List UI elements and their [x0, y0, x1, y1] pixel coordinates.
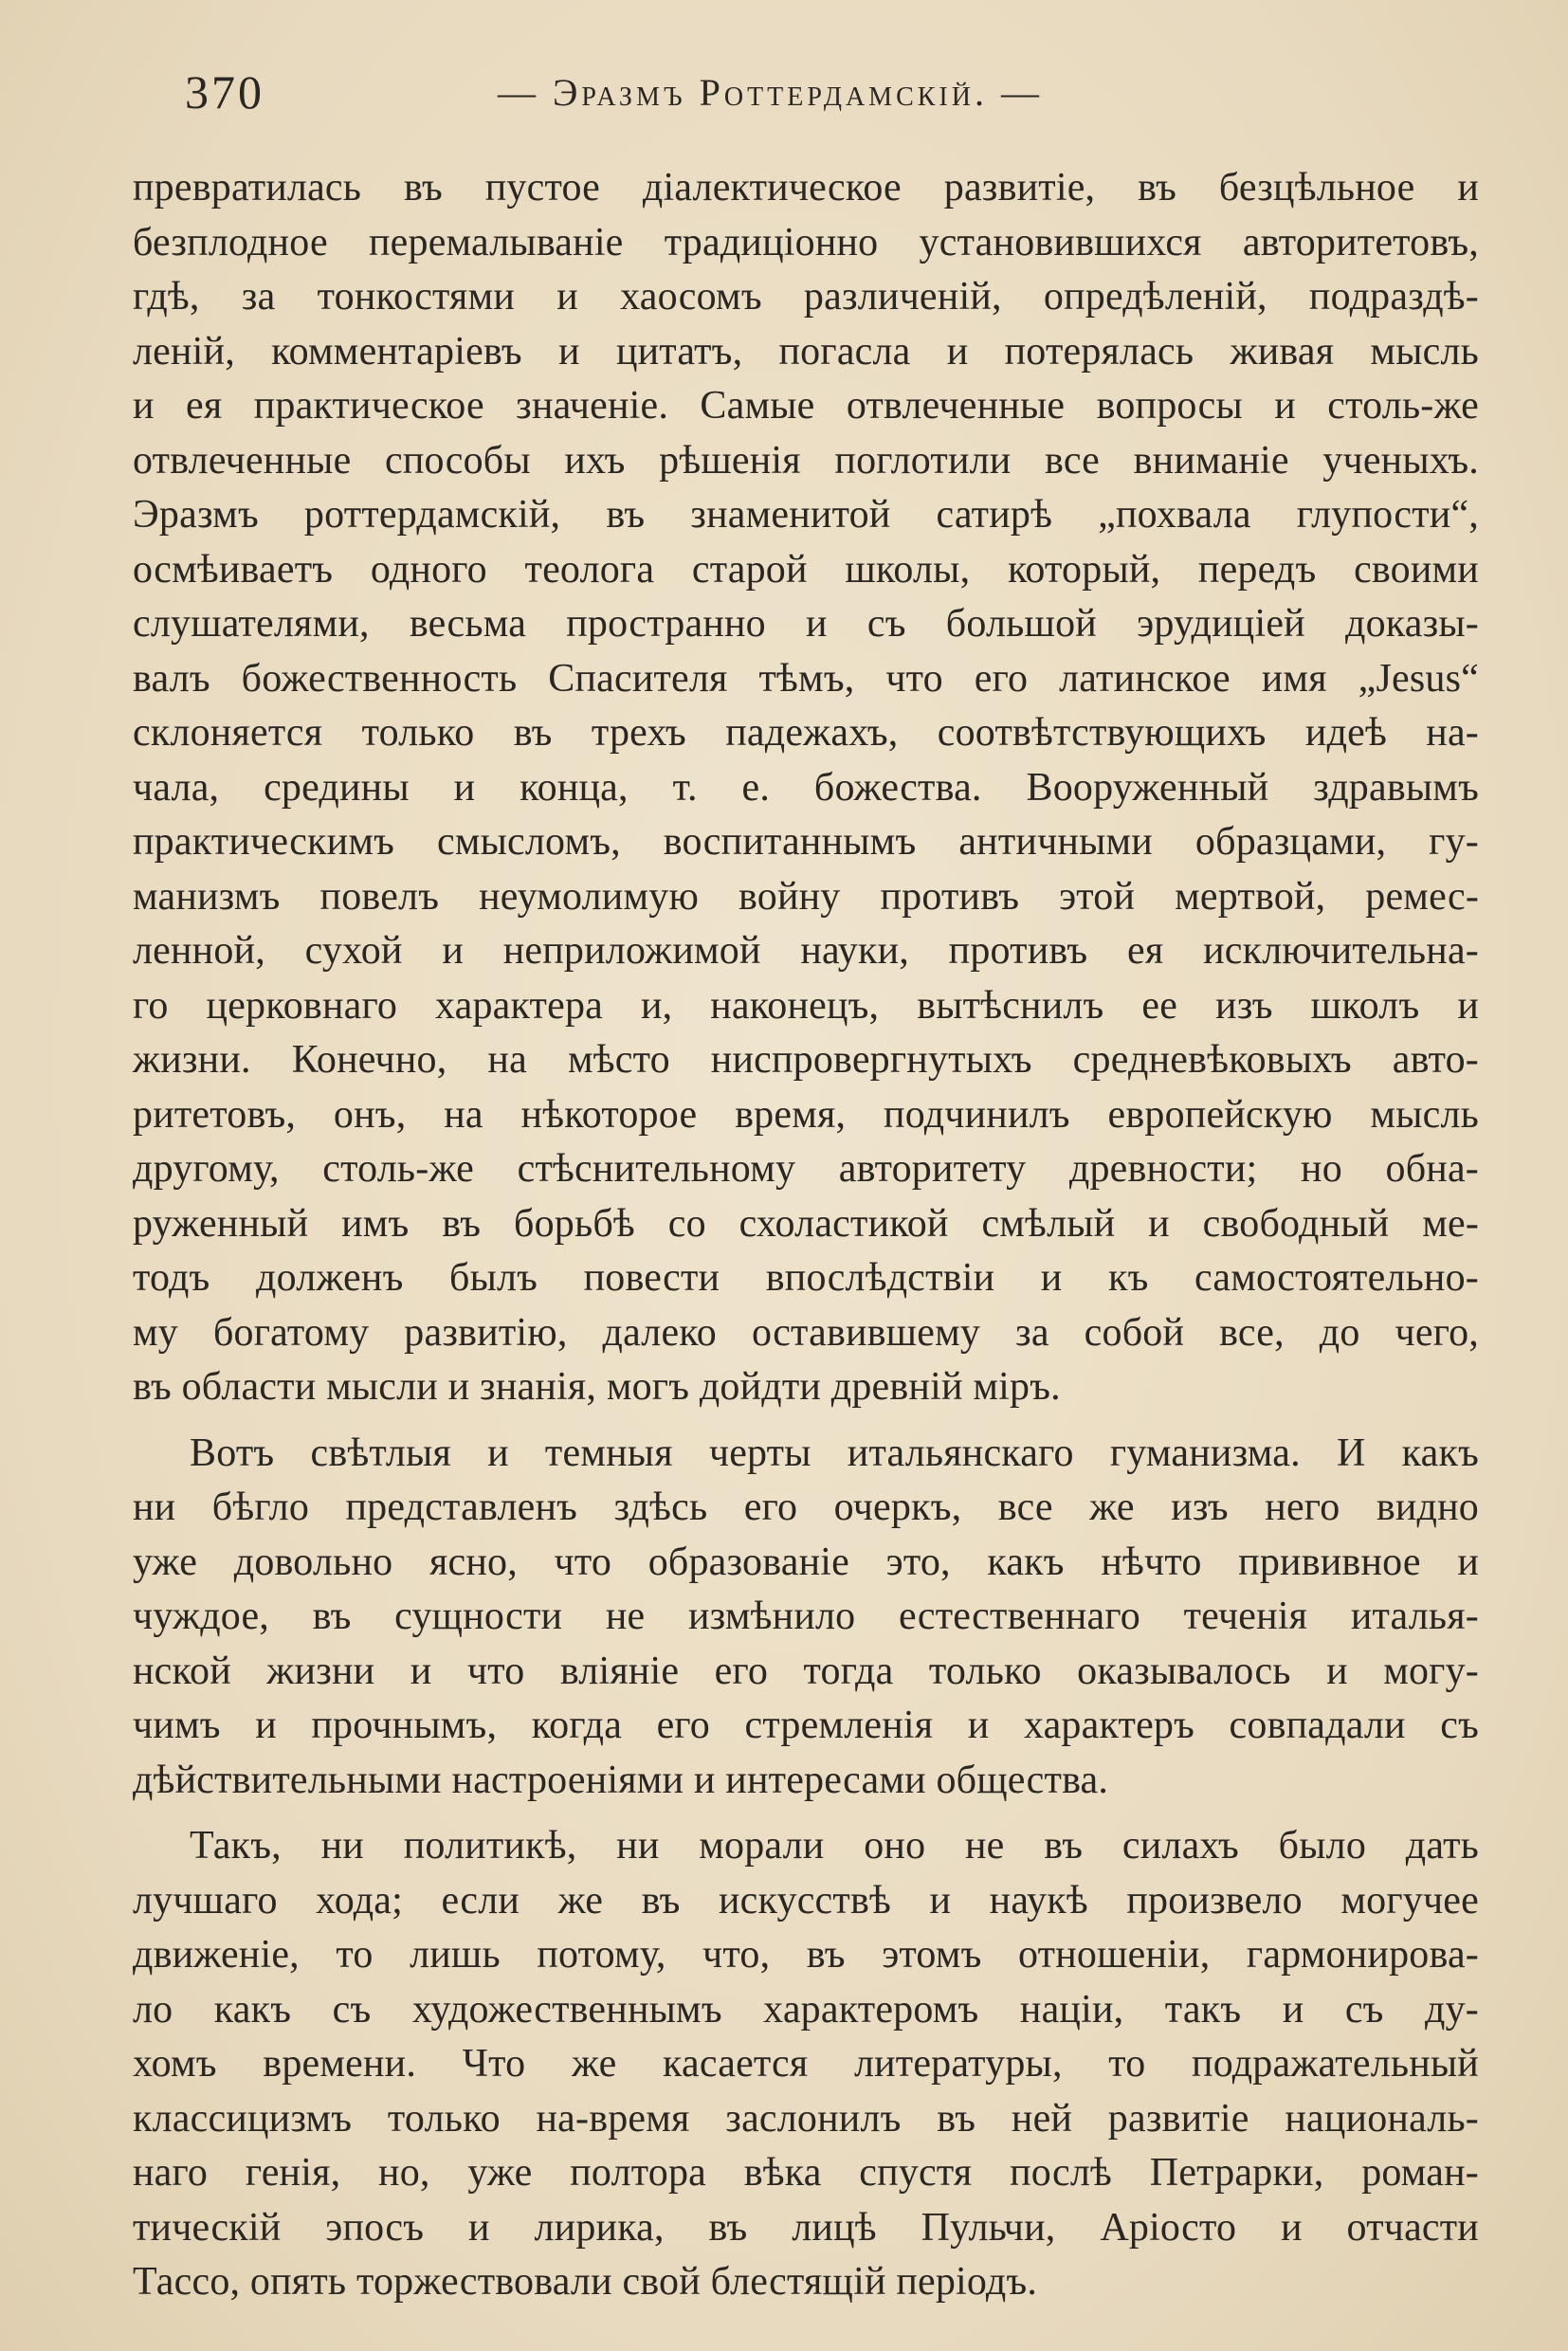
text-line: другому, столь-же стѣснительному авторитету древности; но обна- [133, 1147, 1479, 1191]
text-line: тодъ долженъ былъ повести впослѣдствіи и къ самостоятельно- [133, 1256, 1479, 1300]
text-line: и ея практическое значеніе. Самые отвлеченные вопросы и столь-же [133, 384, 1479, 428]
text-line: ленной, сухой и неприложимой науки, противъ ея исключительна- [133, 929, 1479, 973]
text-line: Эразмъ роттердамскій, въ знаменитой сатирѣ „похвала глупости“, [133, 493, 1479, 537]
text-line: слушателями, весьма пространно и съ большой эрудиціей доказы- [133, 602, 1479, 646]
text-line: уже довольно ясно, что образованіе это, какъ нѣчто прививное и [133, 1540, 1479, 1584]
text-line: превратилась въ пустое діалектическое развитіе, въ безцѣльное и [133, 166, 1479, 210]
text-line: руженный имъ въ борьбѣ со схоластикой смѣлый и свободный ме- [133, 1201, 1479, 1246]
paragraph [133, 1819, 1479, 2310]
text-line: осмѣиваетъ одного теолога старой школы, который, передъ своими [133, 547, 1479, 592]
text-line: движеніе, то лишь потому, что, въ этомъ отношеніи, гармонирова- [133, 1933, 1479, 1977]
text-line: ло какъ съ художественнымъ характеромъ націи, такъ и съ ду- [133, 1987, 1479, 2032]
text-line: практическимъ смысломъ, воспитаннымъ античными образцами, гу- [133, 820, 1479, 864]
page-header [185, 64, 1484, 131]
text-line: лучшаго хода; если же въ искусствѣ и наукѣ произвело могучее [133, 1878, 1479, 1923]
body-text [133, 161, 1479, 2310]
text-line: нской жизни и что вліяніе его тогда только оказывалось и могу- [133, 1649, 1479, 1693]
text-line: отвлеченные способы ихъ рѣшенія поглотили все вниманіе ученыхъ. [133, 438, 1479, 483]
paragraph-gap [133, 1808, 1479, 1819]
page-number: 370 [185, 65, 264, 118]
text-line: дѣйствительными настроеніями и интересами общества. [133, 1758, 1109, 1802]
paragraph [133, 1427, 1479, 1809]
text-line: Вотъ свѣтлыя и темныя черты итальянскаго гуманизма. И какъ [190, 1431, 1479, 1475]
text-line: валъ божественность Спасителя тѣмъ, что его латинское имя „Jesus“ [133, 656, 1479, 701]
text-line: ритетовъ, онъ, на нѣкоторое время, подчинилъ европейскую мысль [133, 1092, 1479, 1137]
text-line: жизни. Конечно, на мѣсто ниспровергнутыхъ средневѣковыхъ авто- [133, 1038, 1479, 1082]
text-line: манизмъ повелъ неумолимую войну противъ этой мертвой, ремес- [133, 874, 1479, 919]
text-line: хомъ времени. Что же касается литературы, то подражательный [133, 2042, 1479, 2086]
text-line: тическій эпосъ и лирика, въ лицѣ Пульчи, Аріосто и отчасти [133, 2205, 1479, 2250]
text-line: чимъ и прочнымъ, когда его стремленія и характеръ совпадали съ [133, 1704, 1479, 1747]
text-line: наго генія, но, уже полтора вѣка спустя послѣ Петрарки, роман- [133, 2151, 1479, 2195]
running-title: — Эразмъ Роттердамскій. — [498, 71, 1043, 114]
text-line: Такъ, ни политикѣ, ни морали оно не въ силахъ было дать [190, 1824, 1479, 1868]
paragraph [133, 161, 1479, 1415]
text-line: классицизмъ только на-время заслонилъ въ ней развитіе националь- [133, 2096, 1479, 2141]
text-line: му богатому развитію, далеко оставившему за собой все, до чего, [133, 1310, 1479, 1355]
text-line: чуждое, въ сущности не измѣнило естественнаго теченія италья- [133, 1595, 1479, 1638]
paragraph-gap [133, 1415, 1479, 1427]
text-line: склоняется только въ трехъ падежахъ, соотвѣтствующихъ идеѣ на- [133, 711, 1479, 755]
text-line: Тассо, опять торжествовали свой блестящій періодъ. [133, 2260, 1038, 2304]
text-line: гдѣ, за тонкостями и хаосомъ различеній, опредѣленій, подраздѣ- [133, 275, 1479, 319]
text-line: чала, средины и конца, т. е. божества. Вооруженный здравымъ [133, 765, 1479, 810]
text-line: безплодное перемалываніе традиціонно установившихся авторитетовъ, [133, 220, 1479, 264]
text-line: леній, комментаріевъ и цитатъ, погасла и потерялась живая мысль [133, 329, 1479, 374]
text-line: го церковнаго характера и, наконецъ, вытѣснилъ ее изъ школъ и [133, 983, 1479, 1028]
text-line: ни бѣгло представленъ здѣсь его очеркъ, все же изъ него видно [133, 1485, 1479, 1529]
text-line: въ области мысли и знанія, могъ дойдти древній міръ. [133, 1365, 1061, 1409]
